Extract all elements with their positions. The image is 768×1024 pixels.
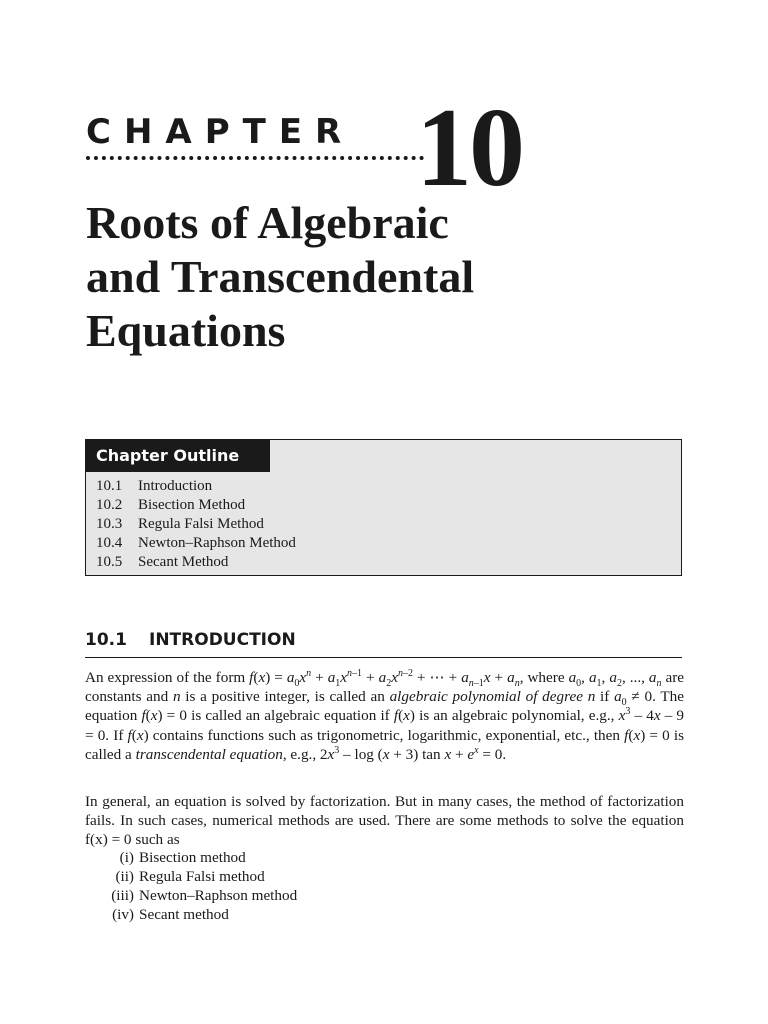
- section-number: 10.1: [85, 630, 127, 650]
- outline-item: 10.5 Secant Method: [96, 554, 229, 570]
- list-item: (ii) Regula Falsi method: [115, 868, 265, 885]
- general-paragraph: In general, an equation is solved by factorization. But in many cases, the method of factorization fails. In such cases, numerical methods are used. There are some methods to solve the equation f(x) = 0 such as: [85, 793, 684, 849]
- chapter-label: CHAPTER: [86, 112, 355, 152]
- outline-item: 10.3 Regula Falsi Method: [96, 516, 264, 532]
- chapter-title-line: Equations: [86, 305, 286, 356]
- intro-paragraph: An expression of the form $f(x) = a_0x^n + a_1x^{n-1} + a_2x^{n-2}$ + ⋯ + $a_{n-1}x + a_n$, where $a_0$, $a_1$, $a_2$, ..., $a_n$ are constants and n is a positive integer, is called an algebraic polynomial of degree n if $a_0 \ne 0$. The equation f(x) = 0 is called an algebraic equation if f(x) is an algebraic polynomial, e.g., $x^3 - 4x - 9 = 0$. If f(x) contains functions such as trigonometric, logarithmic, exponential, etc., then f(x) = 0 is called a transcendental equation, e.g., $2x^3 - \log (x + 3)$ $\tan x + e^x = 0$.: [85, 667, 685, 763]
- chapter-outline-heading: Chapter Outline: [86, 440, 270, 472]
- methods-list: [85, 848, 297, 924]
- list-item: (iv) Secant method: [112, 906, 229, 923]
- chapter-number: 10: [416, 86, 522, 210]
- chapter-title-line: Roots of Algebraic: [86, 197, 449, 248]
- outline-item: 10.4 Newton–Raphson Method: [96, 535, 296, 551]
- section-title: INTRODUCTION: [149, 630, 296, 650]
- outline-item: 10.2 Bisection Method: [96, 497, 246, 513]
- section-heading: [85, 630, 296, 650]
- list-item: (iii) Newton–Raphson method: [111, 887, 298, 904]
- section-rule: [85, 657, 682, 658]
- list-item: (i) Bisection method: [119, 849, 246, 866]
- chapter-outline-box: [85, 439, 682, 576]
- chapter-dotted-rule: [86, 156, 424, 160]
- chapter-title: [86, 196, 726, 358]
- chapter-title-line: and Transcendental: [86, 251, 475, 302]
- chapter-outline-list: [96, 477, 296, 572]
- outline-item: 10.1 Introduction: [96, 478, 213, 494]
